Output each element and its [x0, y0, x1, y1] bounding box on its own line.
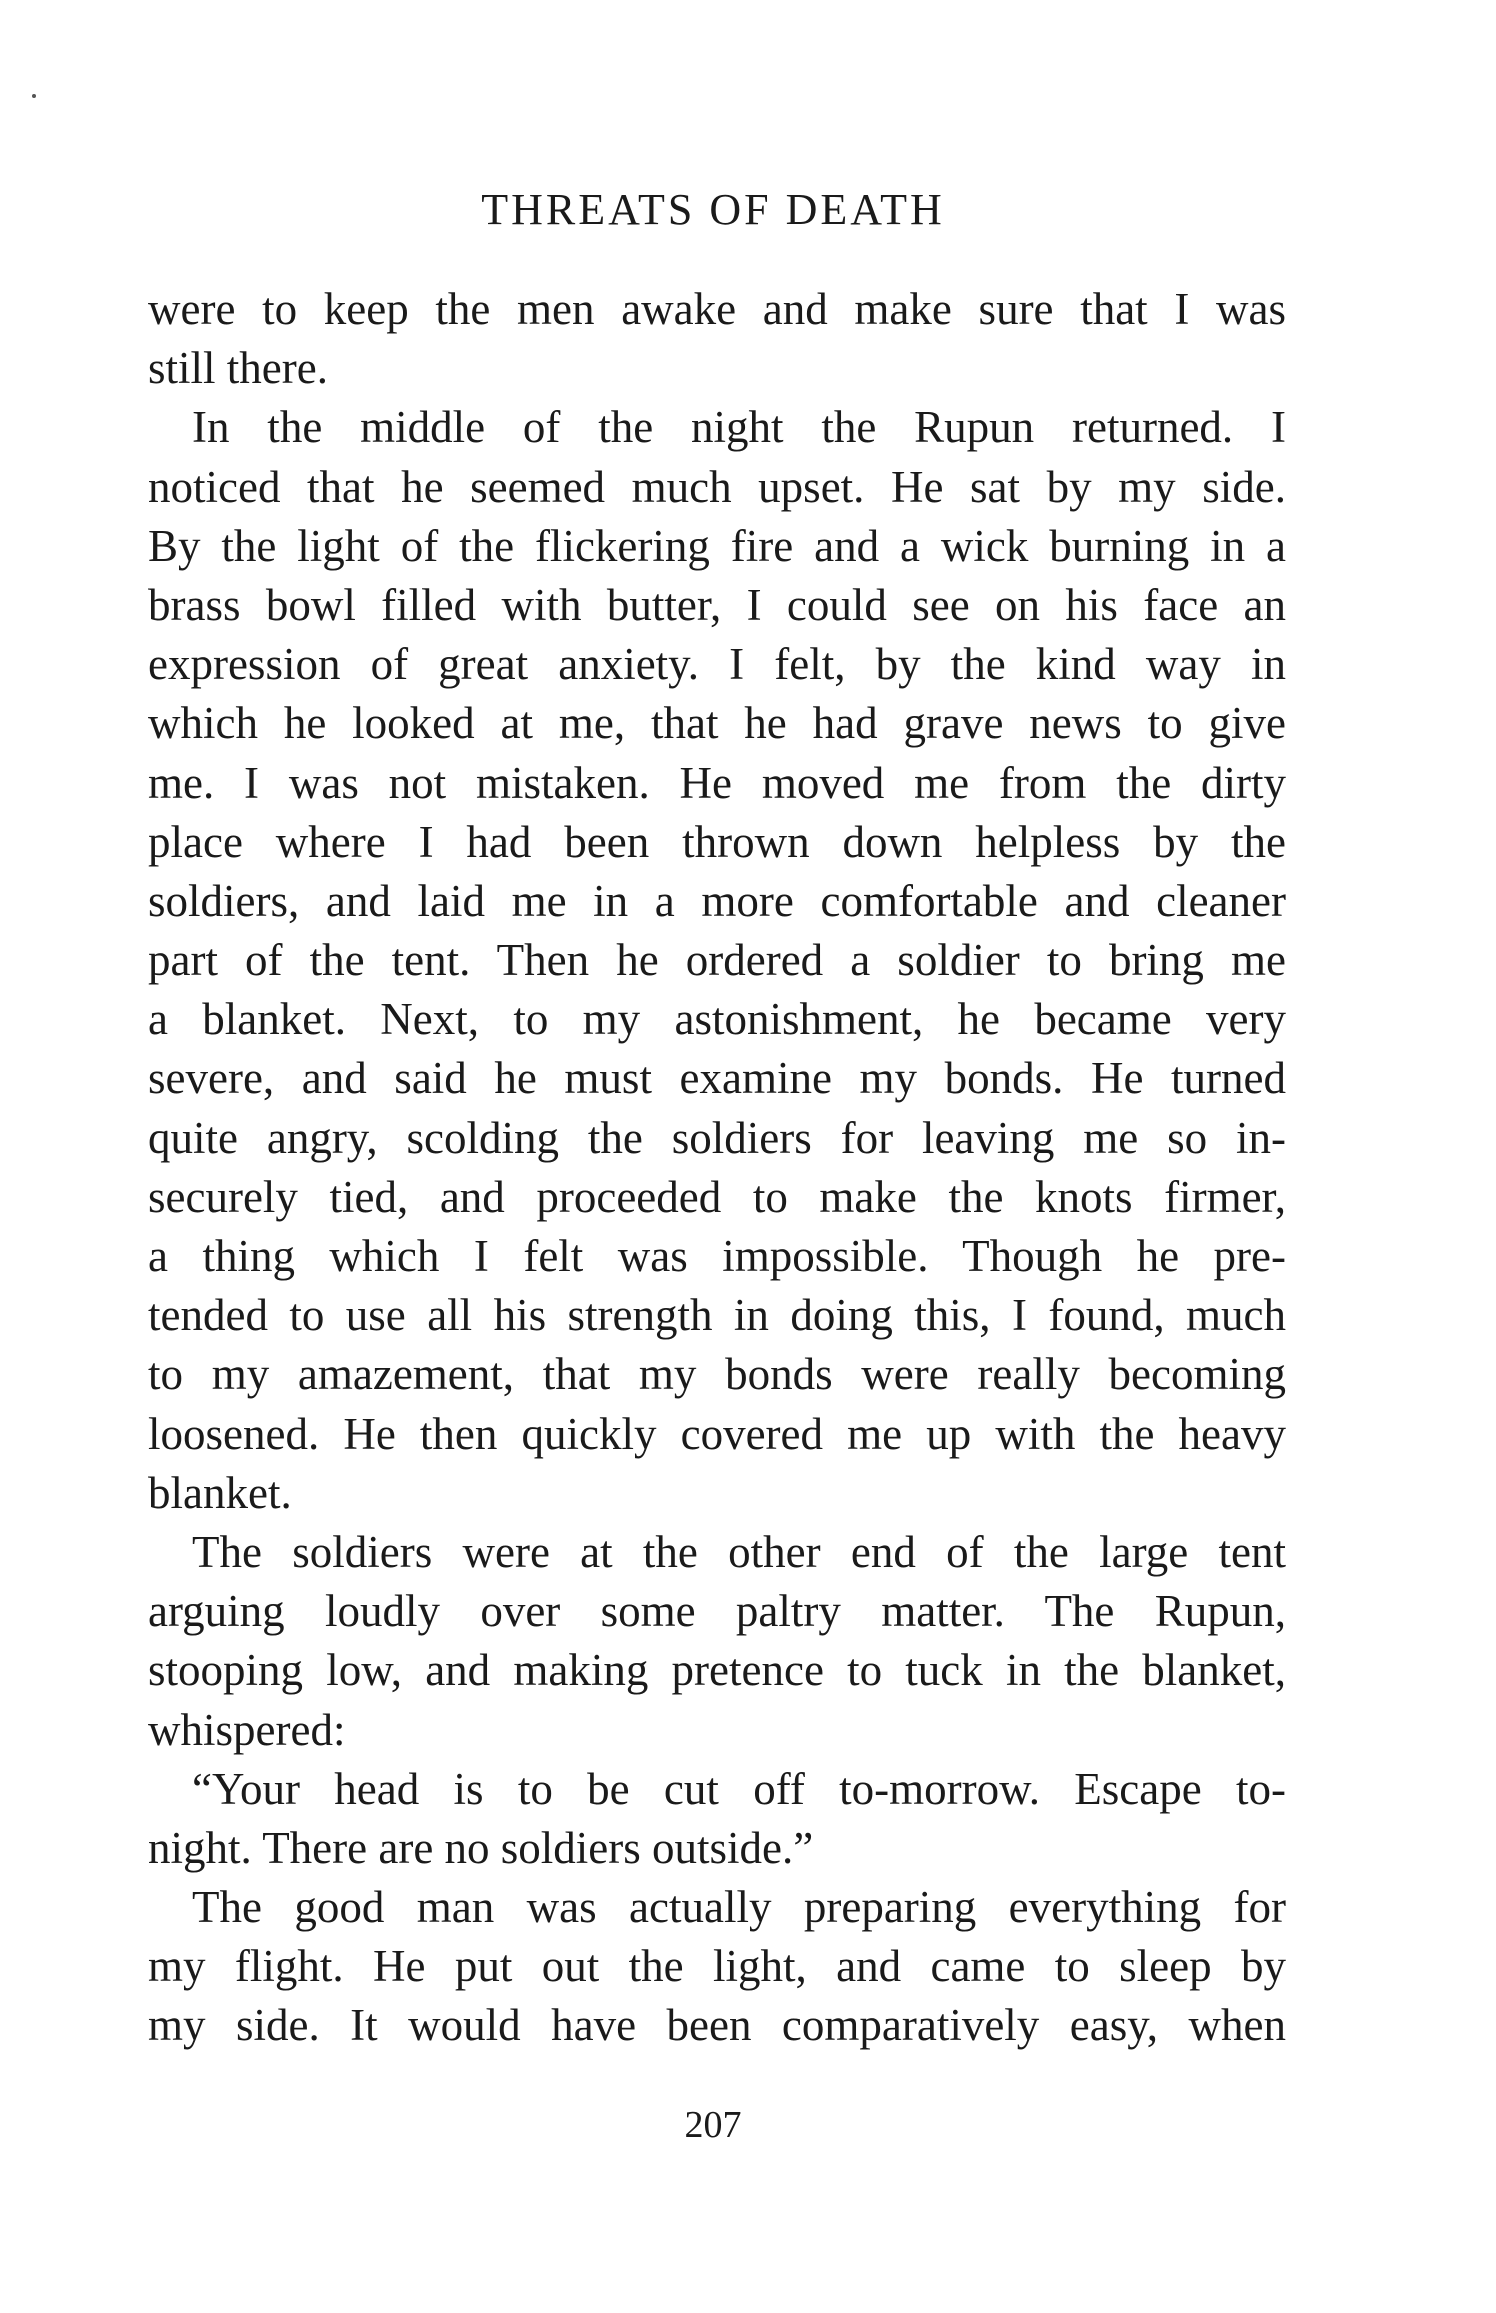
- paper-speck: [32, 94, 36, 98]
- text-line: expression of great anxiety. I felt, by the kind way in: [148, 639, 1286, 690]
- text-line: securely tied, and proceeded to make the knots firmer,: [148, 1171, 1286, 1222]
- text-line: In the middle of the night the Rupun returned. I: [192, 402, 1286, 453]
- text-line: tended to use all his strength in doing this, I found, much: [148, 1290, 1286, 1341]
- body-text: [148, 280, 1286, 2056]
- text-line: quite angry, scolding the soldiers for leaving me so in-: [148, 1112, 1286, 1163]
- text-line: arguing loudly over some paltry matter. The Rupun,: [148, 1586, 1286, 1637]
- text-line: were to keep the men awake and make sure that I was: [148, 284, 1286, 334]
- text-line: my side. It would have been comparatively easy, when: [148, 2000, 1286, 2051]
- text-line: By the light of the flickering fire and a wick burning in a: [148, 520, 1286, 571]
- text-line: severe, and said he must examine my bonds. He turned: [148, 1053, 1286, 1104]
- text-line: noticed that he seemed much upset. He sat by my side.: [148, 461, 1286, 512]
- text-line: a blanket. Next, to my astonishment, he became very: [148, 994, 1286, 1045]
- text-line: me. I was not mistaken. He moved me from the dirty: [148, 757, 1286, 808]
- text-line: “Your head is to be cut off to-morrow. Escape to-: [192, 1763, 1286, 1814]
- text-line: night. There are no soldiers outside.”: [148, 1822, 814, 1873]
- text-line: which he looked at me, that he had grave news to give: [148, 698, 1286, 749]
- text-line: soldiers, and laid me in a more comfortable and cleaner: [148, 875, 1286, 926]
- text-line: blanket.: [148, 1467, 292, 1518]
- text-line: my flight. He put out the light, and came to sleep by: [148, 1941, 1286, 1992]
- text-line: The soldiers were at the other end of the large tent: [192, 1526, 1286, 1577]
- text-line: place where I had been thrown down helpless by the: [148, 816, 1286, 867]
- text-line: The good man was actually preparing everything for: [192, 1882, 1286, 1933]
- running-head: THREATS OF DEATH: [481, 185, 945, 234]
- text-line: stooping low, and making pretence to tuck in the blanket,: [148, 1645, 1286, 1696]
- text-line: a thing which I felt was impossible. Though he pre-: [148, 1231, 1286, 1281]
- text-line: whispered:: [148, 1704, 346, 1755]
- text-line: loosened. He then quickly covered me up with the heavy: [148, 1408, 1286, 1459]
- text-line: part of the tent. Then he ordered a soldier to bring me: [148, 935, 1286, 986]
- page-number: 207: [684, 2104, 742, 2146]
- text-line: still there.: [148, 343, 328, 394]
- text-line: brass bowl filled with butter, I could see on his face an: [148, 579, 1286, 630]
- text-line: to my amazement, that my bonds were really becoming: [148, 1349, 1286, 1400]
